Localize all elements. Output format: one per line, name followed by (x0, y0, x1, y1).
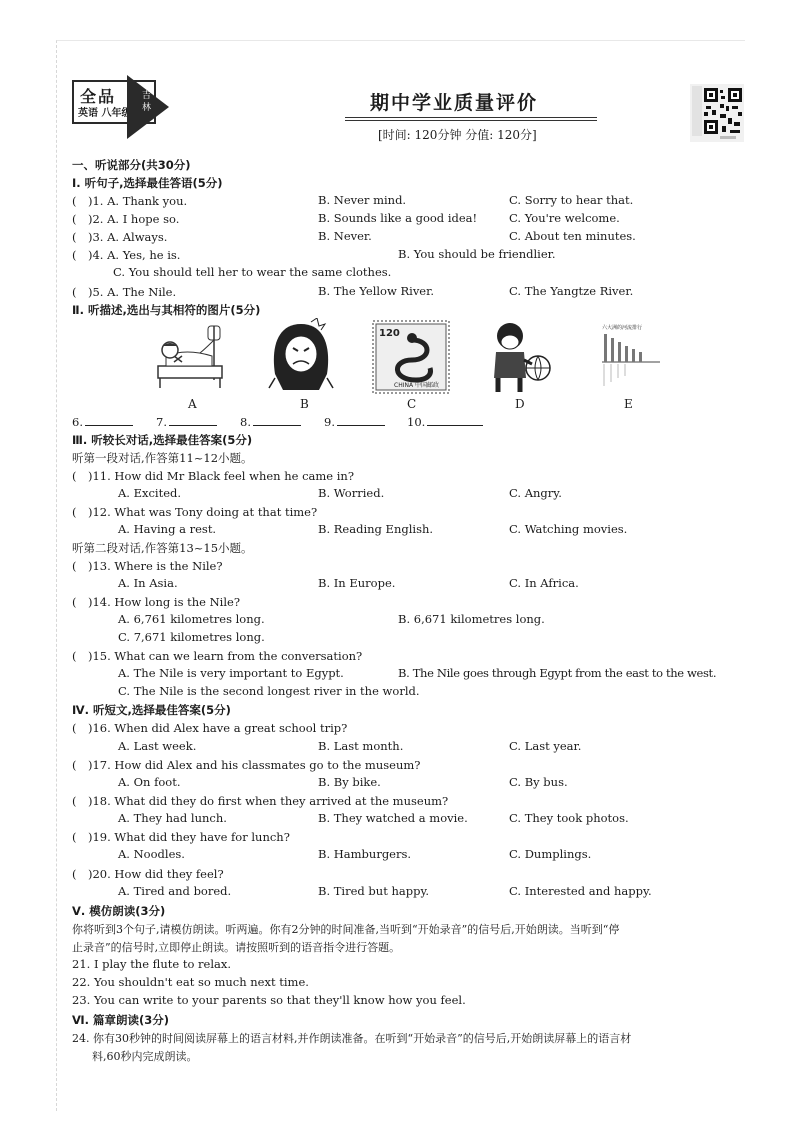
q18-question: ( )18. What did they do first when they arrived at the museum? (72, 794, 449, 808)
q15-option-b: B. The Nile goes through Egypt from the east to the west. (398, 666, 717, 680)
q16-option-a: A. Last week. (118, 739, 197, 753)
q12-option-a: A. Having a rest. (118, 522, 217, 536)
q14-question: ( )14. How long is the Nile? (72, 595, 241, 609)
picture-d-boy-basketball (486, 320, 554, 396)
picture-e-river-chart (600, 322, 662, 390)
part-heading: 一、听说部分(共30分) (72, 158, 191, 172)
q2-option-a: ( )2. A. I hope so. (72, 212, 180, 226)
section-6-instruction-line-1: 24. 你有30秒钟的时间阅读屏幕上的语言材料,并作朗读准备。在听到“开始录音”的信号后,开始朗读屏幕上的语言材 (72, 1032, 632, 1045)
q11-option-a: A. Excited. (118, 486, 182, 500)
answer-blank-8[interactable]: 8. (240, 413, 301, 429)
q11-option-c: C. Angry. (509, 486, 562, 500)
sentence-23: 23. You can write to your parents so that they'll know how you feel. (72, 993, 466, 1007)
picture-c-label: C (407, 397, 417, 411)
section-1-heading: Ⅰ. 听句子,选择最佳答语(5分) (72, 176, 223, 190)
section-2-heading: Ⅱ. 听描述,选出与其相符的图片(5分) (72, 303, 261, 317)
q15-option-a: A. The Nile is very important to Egypt. (118, 666, 344, 680)
q2-option-b: B. Sounds like a good idea! (318, 211, 478, 225)
answer-blank-6[interactable]: 6. (72, 413, 133, 429)
q3-option-a: ( )3. A. Always. (72, 230, 168, 244)
answer-blank-10[interactable]: 10. (407, 413, 483, 429)
section-3-heading: Ⅲ. 听较长对话,选择最佳答案(5分) (72, 433, 253, 447)
sentence-21: 21. I play the flute to relax. (72, 957, 232, 971)
qr-code-icon (690, 84, 744, 142)
q18-option-b: B. They watched a movie. (318, 811, 468, 825)
q14-option-b: B. 6,671 kilometres long. (398, 612, 545, 626)
q4-option-b: B. You should be friendlier. (398, 247, 556, 261)
q11-question: ( )11. How did Mr Black feel when he came in? (72, 469, 355, 483)
q18-option-c: C. They took photos. (509, 811, 629, 825)
q5-option-a: ( )5. A. The Nile. (72, 285, 177, 299)
answer-blank-9[interactable]: 9. (324, 413, 385, 429)
q13-option-c: C. In Africa. (509, 576, 579, 590)
title-divider-2 (345, 120, 597, 121)
q12-option-c: C. Watching movies. (509, 522, 628, 536)
q19-question: ( )19. What did they have for lunch? (72, 830, 290, 844)
q18-option-a: A. They had lunch. (118, 811, 227, 825)
q19-option-c: C. Dumplings. (509, 847, 592, 861)
q1-option-b: B. Never mind. (318, 193, 407, 207)
q2-option-c: C. You're welcome. (509, 211, 620, 225)
q15-question: ( )15. What can we learn from the conversation? (72, 649, 363, 663)
q17-question: ( )17. How did Alex and his classmates go to the museum? (72, 758, 421, 772)
q19-option-a: A. Noodles. (118, 847, 185, 861)
q13-question: ( )13. Where is the Nile? (72, 559, 223, 573)
q11-option-b: B. Worried. (318, 486, 385, 500)
q14-option-a: A. 6,761 kilometres long. (118, 612, 265, 626)
sentence-22: 22. You shouldn't eat so much next time. (72, 975, 309, 989)
stamp-value: 120 (379, 328, 400, 339)
q12-question: ( )12. What was Tony doing at that time? (72, 505, 318, 519)
dialogue-1-instruction: 听第一段对话,作答第11~12小题。 (72, 451, 253, 465)
q3-option-c: C. About ten minutes. (509, 229, 636, 243)
picture-a-label: A (188, 397, 197, 411)
picture-a-sick-in-bed (152, 322, 232, 394)
q5-option-c: C. The Yangtze River. (509, 284, 634, 298)
q1-option-c: C. Sorry to hear that. (509, 193, 634, 207)
q17-option-b: B. By bike. (318, 775, 381, 789)
q1-option-a: ( )1. A. Thank you. (72, 194, 188, 208)
q20-question: ( )20. How did they feel? (72, 867, 224, 881)
q20-option-b: B. Tired but happy. (318, 884, 430, 898)
q20-option-a: A. Tired and bored. (118, 884, 232, 898)
q16-question: ( )16. When did Alex have a great school trip? (72, 721, 348, 735)
stamp-country: CHINA 中国邮政 (394, 382, 439, 389)
section-6-heading: Ⅵ. 篇章朗读(3分) (72, 1013, 170, 1027)
q13-option-b: B. In Europe. (318, 576, 396, 590)
q4-option-a: ( )4. A. Yes, he is. (72, 248, 181, 262)
section-5-heading: Ⅴ. 模仿朗读(3分) (72, 904, 166, 918)
q13-option-a: A. In Asia. (118, 576, 178, 590)
picture-d-label: D (515, 397, 525, 411)
page-title: 期中学业质量评价 (370, 92, 539, 114)
exam-meta: [时间: 120分钟 分值: 120分] (378, 128, 537, 142)
q20-option-c: C. Interested and happy. (509, 884, 652, 898)
picture-b-angry-girl (265, 318, 337, 396)
picture-c-snake-stamp (372, 320, 450, 394)
section-5-instruction-line-2: 止录音”的信号时,立即停止朗读。请按照听到的语音指令进行答题。 (72, 941, 401, 954)
dialogue-2-instruction: 听第二段对话,作答第13~15小题。 (72, 541, 253, 555)
picture-e-label: E (624, 397, 633, 411)
q17-option-c: C. By bus. (509, 775, 568, 789)
q12-option-b: B. Reading English. (318, 522, 434, 536)
brand-name: 全品 (80, 87, 117, 106)
river-chart-title: 六大洲的河流排行 (602, 325, 643, 331)
section-4-heading: Ⅳ. 听短文,选择最佳答案(5分) (72, 703, 231, 717)
q17-option-a: A. On foot. (118, 775, 181, 789)
title-divider (345, 117, 597, 118)
answer-blank-7[interactable]: 7. (156, 413, 217, 429)
q16-option-b: B. Last month. (318, 739, 404, 753)
q3-option-b: B. Never. (318, 229, 372, 243)
q15-option-c: C. The Nile is the second longest river in the world. (118, 684, 420, 698)
region-label: 吉林 (142, 91, 152, 113)
q19-option-b: B. Hamburgers. (318, 847, 412, 861)
q5-option-b: B. The Yellow River. (318, 284, 435, 298)
section-5-instruction-line-1: 你将听到3个句子,请模仿朗读。听两遍。你有2分钟的时间准备,当听到“开始录音”的信号后,开始朗读。当听到“停 (72, 923, 620, 936)
subject-grade: 英语 八年级 (78, 108, 132, 119)
q14-option-c: C. 7,671 kilometres long. (118, 630, 265, 644)
picture-b-label: B (300, 397, 309, 411)
q4-option-c: C. You should tell her to wear the same clothes. (113, 265, 392, 279)
q16-option-c: C. Last year. (509, 739, 582, 753)
section-6-instruction-line-2: 料,60秒内完成朗读。 (92, 1050, 198, 1063)
